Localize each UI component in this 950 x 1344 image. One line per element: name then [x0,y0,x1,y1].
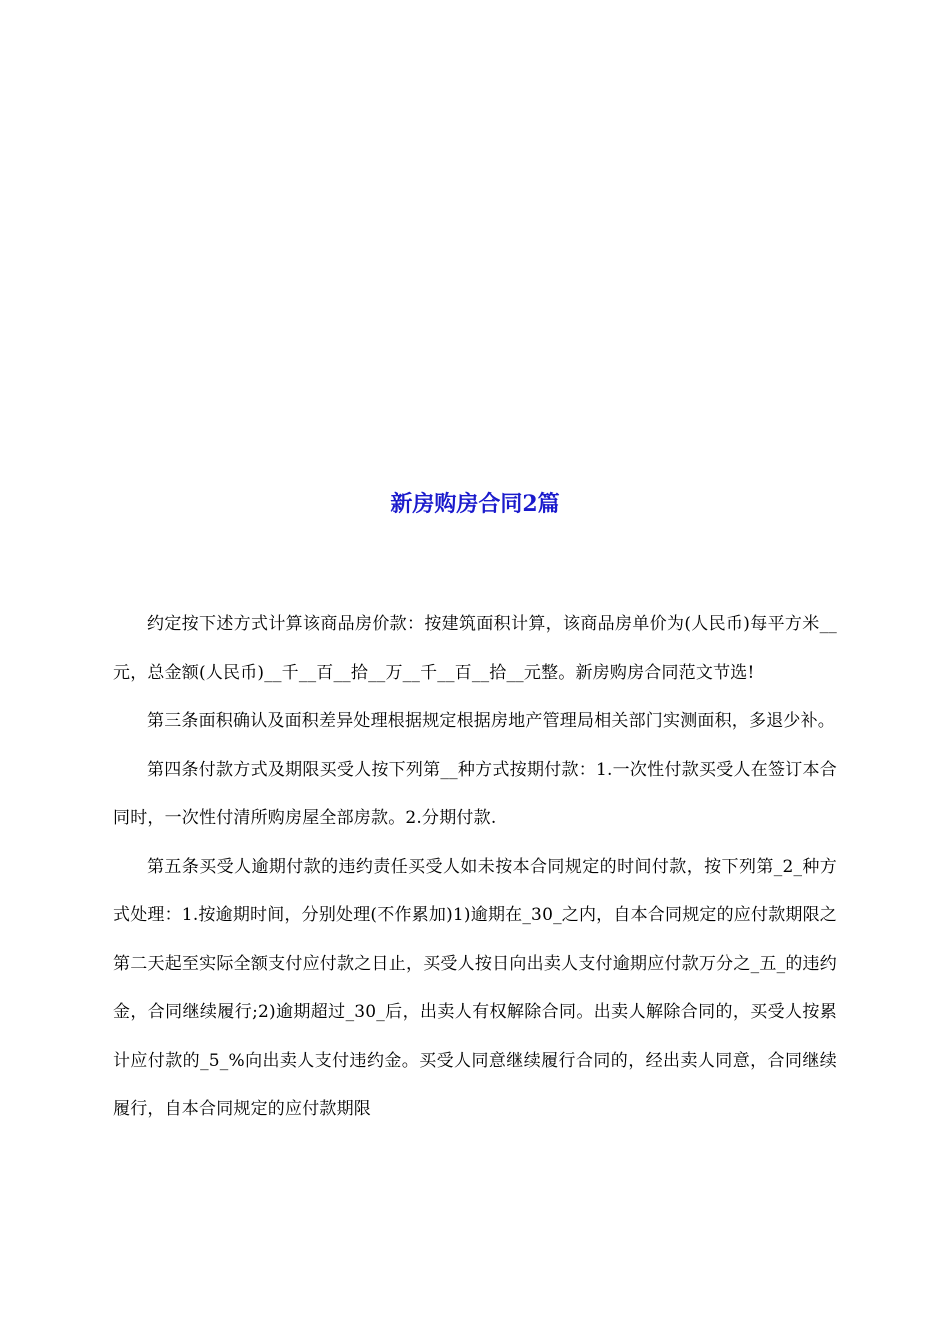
paragraph-article-4-payment: 第四条付款方式及期限买受人按下列第__种方式按期付款：1.一次性付款买受人在签订本合同时，一次性付清所购房屋全部房款。2.分期付款. [113,759,837,828]
paragraph-price-calculation: 约定按下述方式计算该商品房价款：按建筑面积计算，该商品房单价为(人民币)每平方米__元，总金额(人民币)__千__百__拾__万__千__百__拾__元整。新房购房合同范文节选! [113,614,837,683]
paragraph-article-3-area: 第三条面积确认及面积差异处理根据规定根据房地产管理局相关部门实测面积，多退少补。 [147,711,835,731]
document-body [113,600,837,1134]
document-title: 新房购房合同2篇 [390,491,560,517]
paragraph-article-5-liability: 第五条买受人逾期付款的违约责任买受人如未按本合同规定的时间付款，按下列第_2_种方式处理：1.按逾期时间，分别处理(不作累加)1)逾期在_30_之内，自本合同规定的应付款期限之第二天起至实际全额支付应付款之日止，买受人按日向出卖人支付逾期应付款万分之_五_的违约金，合同继续履行;2)逾期超过_30_后，出卖人有权解除合同。出卖人解除合同的，买受人按累计应付款的_5_%向出卖人支付违约金。买受人同意继续履行合同的，经出卖人同意，合同继续履行，自本合同规定的应付款期限 [113,856,837,1119]
